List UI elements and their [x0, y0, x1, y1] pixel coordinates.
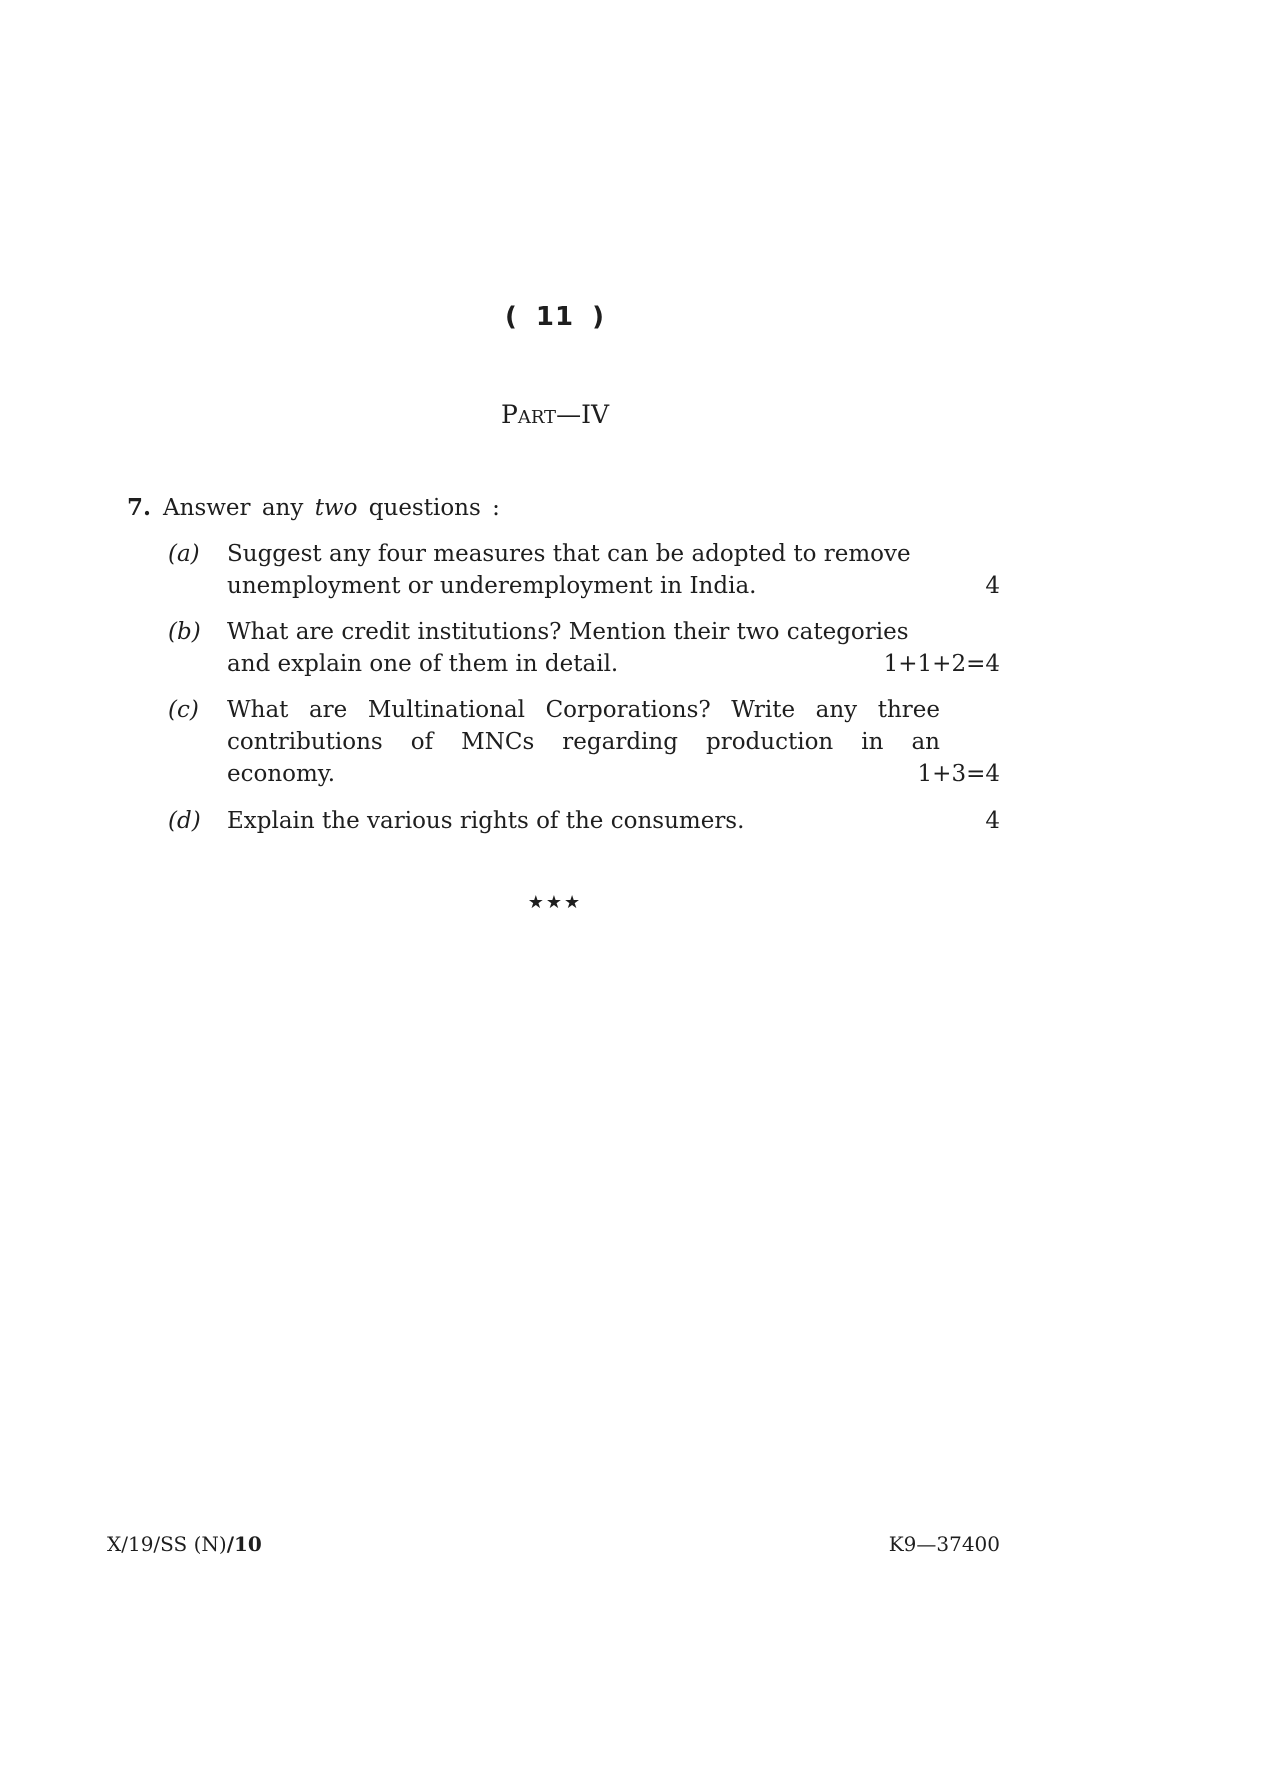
subquestion-label: (d) [168, 808, 201, 834]
marks-allocation: 1+1+2=4 [883, 651, 1000, 677]
instruction-text-start: Answer any [163, 495, 315, 521]
subquestion-d [168, 805, 1000, 837]
subquestion-text-line: What are Multinational Corporations? Write any three [227, 697, 940, 723]
part-heading: Part—IV [501, 400, 609, 429]
marks-allocation: 4 [985, 808, 1000, 834]
subquestion-text-line: Suggest any four measures that can be adopted to remove [227, 541, 911, 567]
subquestion-text-line: What are credit institutions? Mention their two categories [227, 619, 909, 645]
page-number: ( 11 ) [504, 302, 606, 332]
subquestion-a [168, 538, 1000, 602]
subquestion-text-line: Explain the various rights of the consumers. [227, 808, 745, 834]
marks-allocation: 1+3=4 [917, 761, 1000, 787]
end-of-paper-marker: ★★★ [527, 892, 583, 913]
question-number: 7. [127, 494, 152, 521]
subquestion-text-line: unemployment or underemployment in India. [227, 573, 757, 599]
serial-number: K9—37400 [888, 1532, 1000, 1556]
question-instruction [127, 494, 500, 521]
subquestion-b [168, 616, 1000, 680]
instruction-emphasis: two [314, 495, 358, 521]
subquestion-label: (c) [168, 697, 199, 723]
subquestion-c [168, 694, 1000, 790]
subquestion-text-line: and explain one of them in detail. [227, 651, 619, 677]
instruction-text-end: questions : [357, 495, 500, 521]
paper-code-prefix: X/19/SS (N) [107, 1532, 227, 1556]
subquestion-text-line: contributions of MNCs regarding production in an [227, 729, 940, 755]
subquestion-text-line: economy. [227, 761, 336, 787]
paper-code-suffix: /10 [226, 1532, 262, 1556]
subquestion-label: (a) [168, 541, 200, 567]
subquestion-label: (b) [168, 619, 201, 645]
marks-allocation: 4 [985, 573, 1000, 599]
paper-code [107, 1532, 262, 1556]
